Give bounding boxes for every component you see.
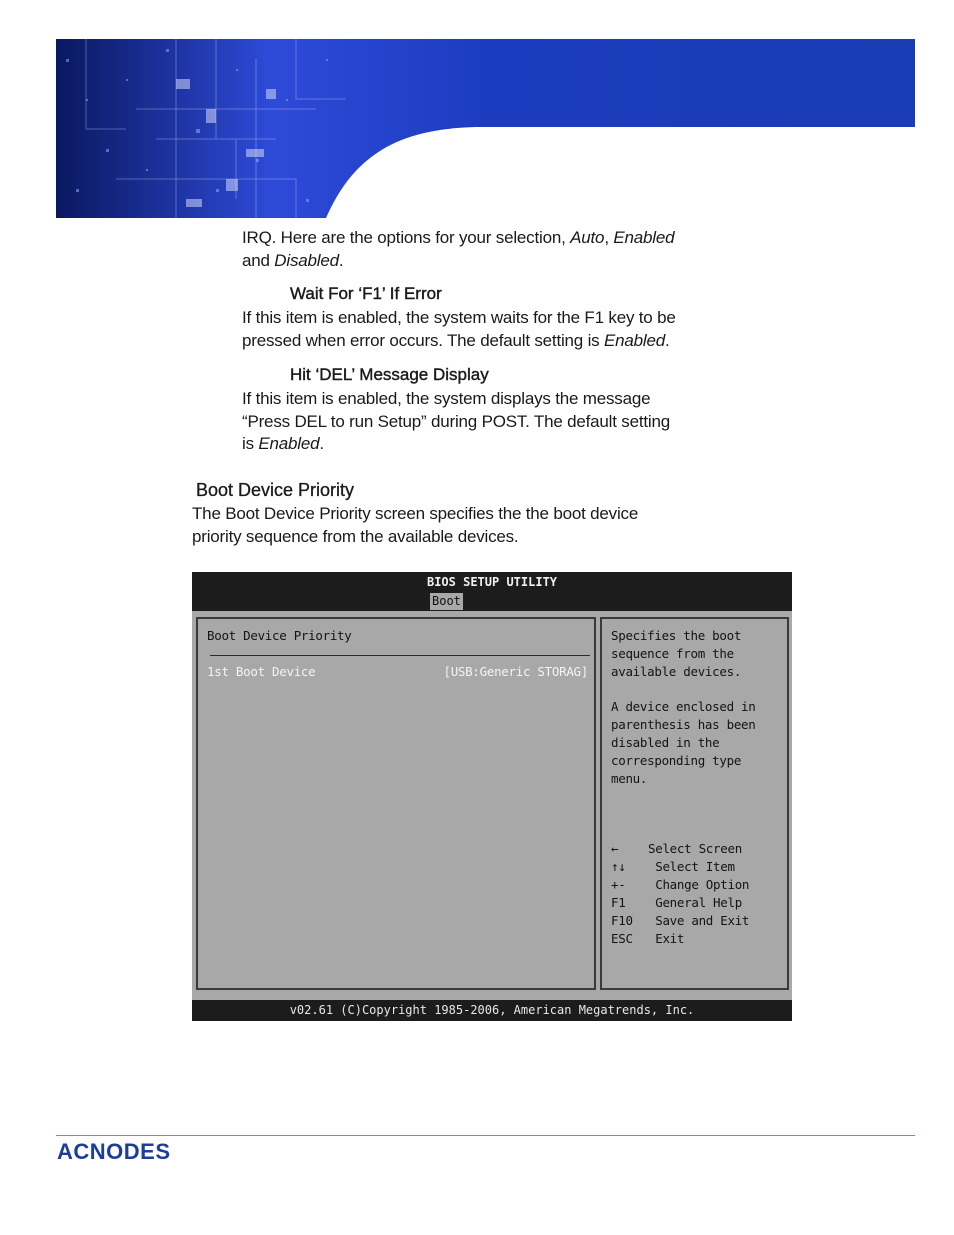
hit-del-line3: is: [242, 434, 259, 453]
hit-del-line1: If this item is enabled, the system displays the message: [242, 389, 651, 408]
help-line: Specifies the boot: [611, 628, 742, 643]
key-action: General Help: [648, 895, 742, 910]
intro-period: .: [338, 250, 344, 270]
key-action: Exit: [648, 931, 685, 946]
hit-del-paragraph: [242, 388, 670, 456]
bios-screenshot: [192, 572, 792, 1021]
key-action: Select Screen: [648, 841, 742, 856]
bios-divider: [210, 655, 590, 656]
help-line: sequence from the: [611, 646, 734, 661]
key-left-right: ←: [611, 841, 619, 856]
help-line: disabled in the: [611, 735, 720, 750]
boot-priority-line2: priority sequence from the available devices.: [192, 526, 519, 546]
help-line: corresponding type: [611, 753, 742, 768]
wait-f1-line1: If this item is enabled, the system waits for the F1 key to be: [242, 308, 676, 327]
key-f1: F1: [611, 895, 626, 910]
boot-priority-heading: Boot Device Priority: [196, 480, 355, 500]
intro-and: and: [242, 250, 275, 270]
key-plus-minus: +-: [611, 877, 626, 892]
intro-text: IRQ. Here are the options for your selection,: [242, 228, 571, 247]
boot-priority-paragraph: [192, 503, 638, 548]
key-esc: ESC: [611, 931, 633, 946]
bios-title: BIOS SETUP UTILITY: [192, 572, 792, 592]
key-action: Select Item: [648, 859, 735, 874]
help-line: menu.: [611, 771, 648, 786]
bios-help-panel: [600, 617, 789, 990]
hit-del-heading: Hit ‘DEL’ Message Display: [290, 365, 489, 384]
help-line: A device enclosed in: [611, 699, 756, 714]
bios-tab-bar: [192, 592, 792, 611]
wait-f1-heading: Wait For ‘F1’ If Error: [290, 284, 442, 303]
intro-comma: ,: [604, 228, 614, 247]
boot-priority-line1: The Boot Device Priority screen specifies the the boot device: [192, 504, 639, 523]
bios-main-panel: [196, 617, 596, 990]
bios-copyright: v02.61 (C)Copyright 1985-2006, American Megatrends, Inc.: [192, 1000, 792, 1021]
hit-del-period: .: [319, 434, 324, 453]
boot-device-item-value[interactable]: [USB:Generic STORAG]: [443, 664, 588, 679]
circuit-board-graphic: [56, 39, 915, 218]
hit-del-default: Enabled: [258, 434, 320, 453]
logo-wordmark: [57, 1140, 213, 1162]
wait-f1-default: Enabled: [603, 330, 665, 350]
header-banner: [56, 39, 915, 218]
acnodes-logo: [57, 1140, 213, 1167]
tab-boot[interactable]: Boot: [432, 594, 461, 608]
help-line: available devices.: [611, 664, 742, 679]
logo-text: ACNODES: [57, 1140, 171, 1162]
intro-paragraph: [242, 227, 674, 272]
option-disabled: Disabled: [274, 250, 339, 270]
wait-f1-period: .: [664, 330, 670, 350]
bios-section-title: Boot Device Priority: [207, 628, 352, 643]
wait-f1-paragraph: [242, 307, 676, 352]
key-action: Save and Exit: [648, 913, 750, 928]
key-up-down: ↑↓: [611, 859, 626, 874]
boot-device-item-label[interactable]: 1st Boot Device: [207, 664, 316, 679]
key-f10: F10: [611, 913, 633, 928]
hit-del-line2: “Press DEL to run Setup” during POST. The default setting: [242, 411, 670, 431]
help-line: parenthesis has been: [611, 717, 756, 732]
wait-f1-line2: pressed when error occurs. The default setting is: [242, 330, 604, 350]
key-action: Change Option: [648, 877, 750, 892]
footer-divider: [56, 1135, 915, 1136]
option-enabled: Enabled: [613, 228, 675, 247]
option-auto: Auto: [570, 228, 605, 247]
